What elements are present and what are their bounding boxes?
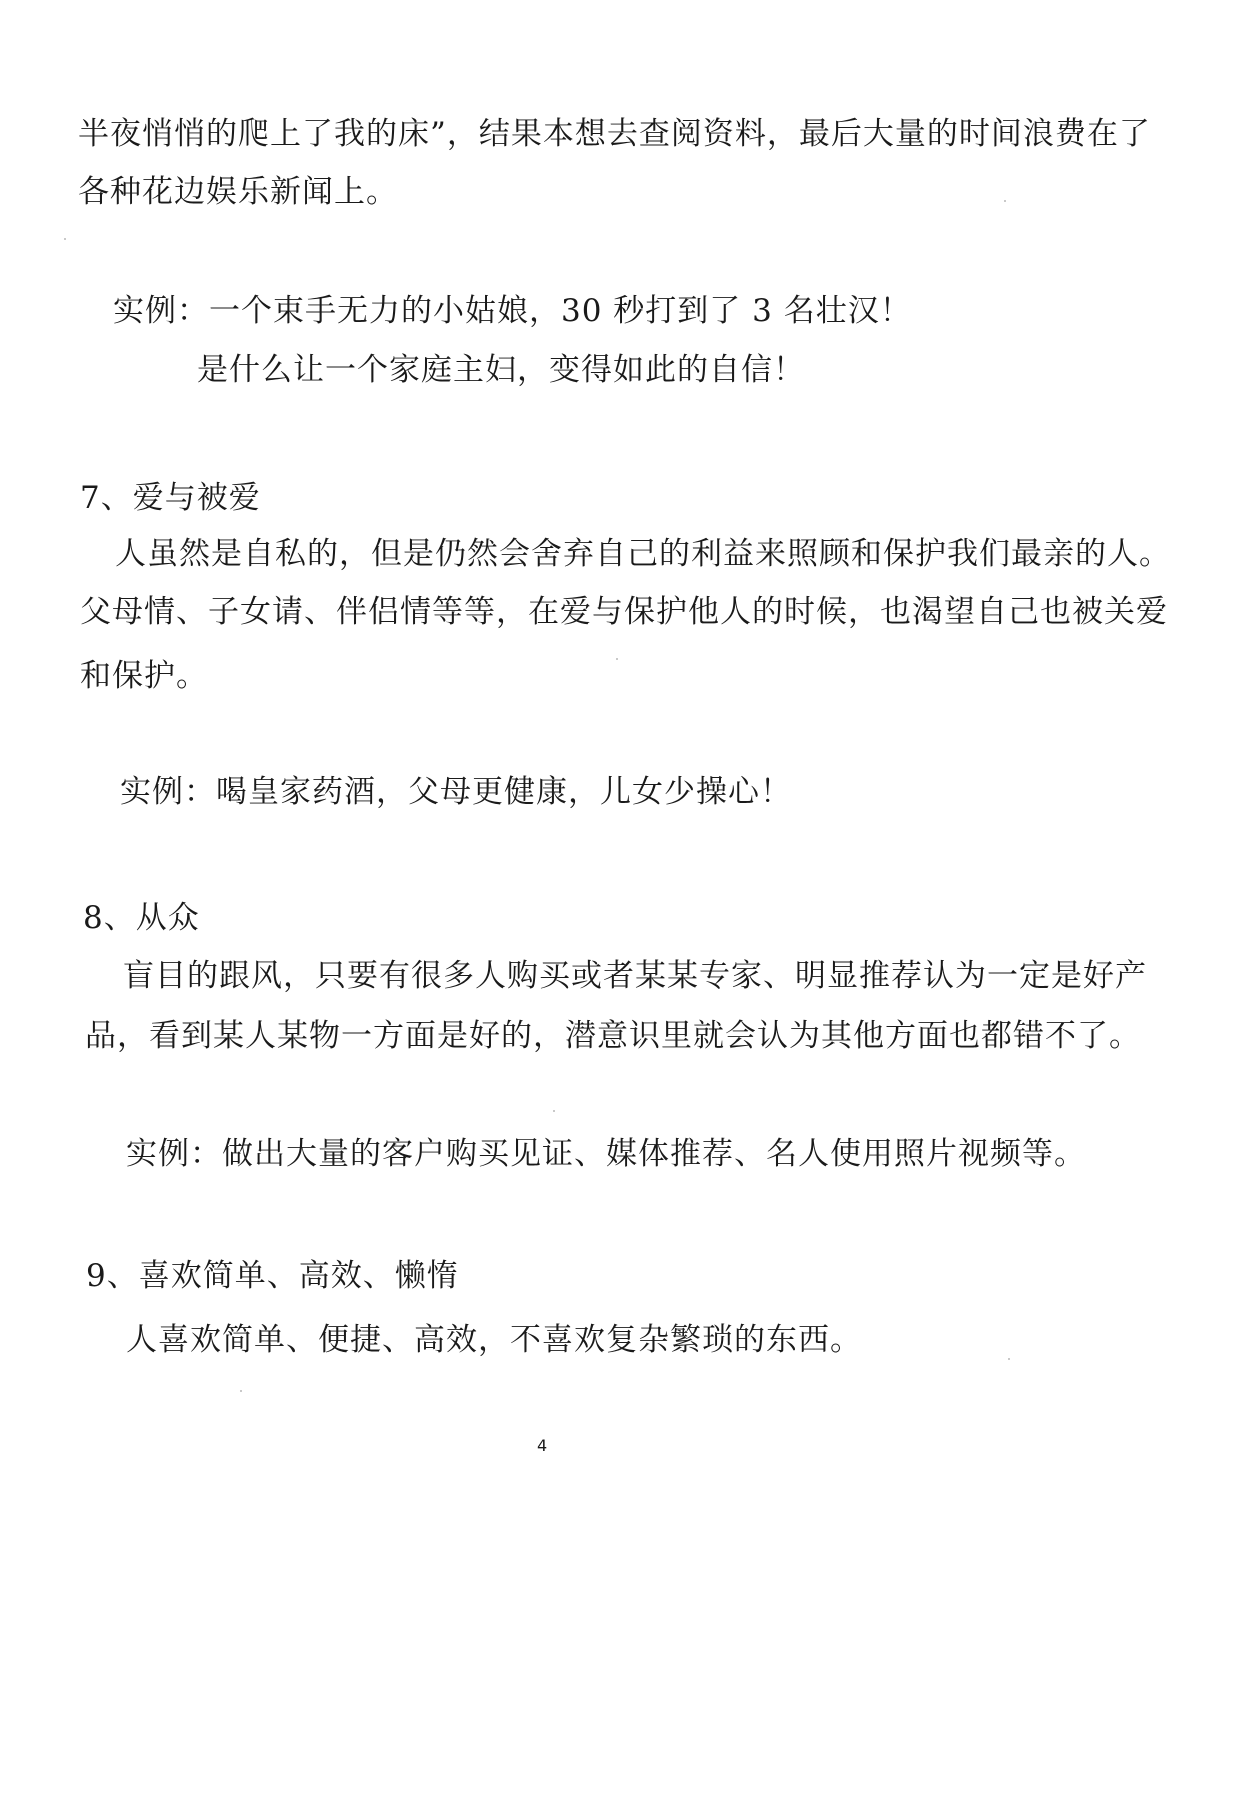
scan-speck	[616, 658, 618, 660]
section-heading: 9、喜欢简单、高效、懒惰	[86, 1258, 459, 1294]
scan-speck	[553, 1110, 555, 1112]
body-line: 各种花边娱乐新闻上。	[78, 174, 398, 210]
scan-speck	[240, 1390, 242, 1392]
body-line: 父母情、子女请、伴侣情等等，在爱与保护他人的时候，也渴望自己也被关爱	[80, 594, 1168, 630]
scan-speck	[64, 238, 66, 240]
section-heading: 8、从众	[83, 900, 200, 936]
example-line: 实例：做出大量的客户购买见证、媒体推荐、名人使用照片视频等。	[126, 1136, 1086, 1172]
scan-speck	[1004, 200, 1006, 202]
scan-speck	[1008, 1358, 1010, 1360]
example-line: 实例：喝皇家药酒，父母更健康，儿女少操心！	[120, 774, 792, 810]
body-line: 和保护。	[80, 658, 208, 694]
body-line: 半夜悄悄的爬上了我的床”，结果本想去查阅资料，最后大量的时间浪费在了	[78, 116, 1151, 152]
example-line: 是什么让一个家庭主妇，变得如此的自信！	[197, 352, 805, 388]
page-number: 4	[537, 1436, 548, 1455]
example-line: 实例：一个束手无力的小姑娘，30 秒打到了 3 名壮汉！	[113, 293, 912, 329]
body-line: 盲目的跟风，只要有很多人购买或者某某专家、明显推荐认为一定是好产	[123, 958, 1147, 994]
body-line: 品，看到某人某物一方面是好的，潜意识里就会认为其他方面也都错不了。	[85, 1018, 1141, 1054]
section-heading: 7、爱与被爱	[80, 480, 261, 516]
body-line: 人虽然是自私的，但是仍然会舍弃自己的利益来照顾和保护我们最亲的人。	[115, 536, 1171, 572]
body-line: 人喜欢简单、便捷、高效，不喜欢复杂繁琐的东西。	[126, 1322, 862, 1358]
